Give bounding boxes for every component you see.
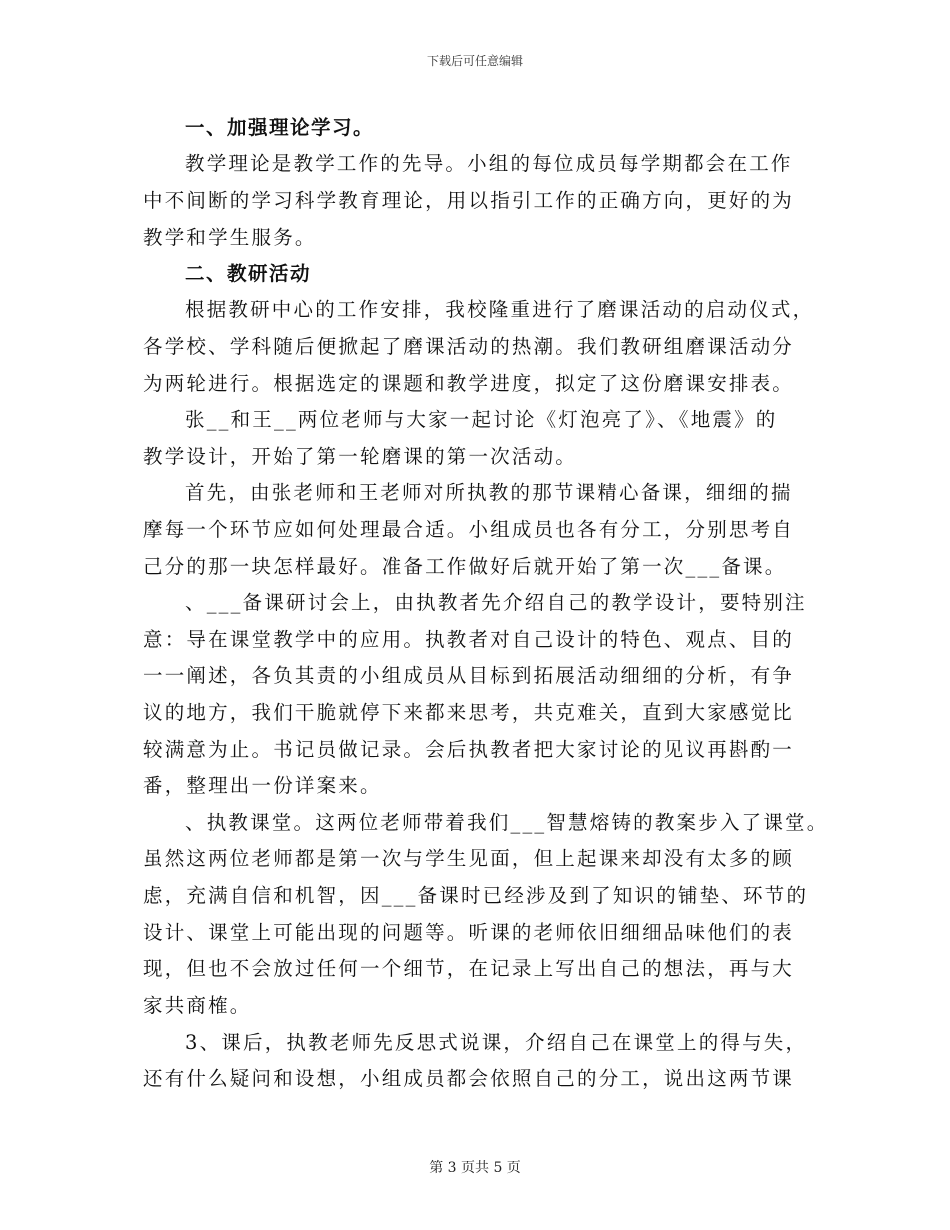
- paragraph-line: 番，整理出一份详案来。: [143, 774, 382, 797]
- paragraph-line: 各学校、学科随后便掀起了磨课活动的热潮。我们教研组磨课活动分: [143, 335, 795, 358]
- heading-research-activity: 二、教研活动: [185, 262, 312, 285]
- paragraph-line: 虑，充满自信和机智，因___备课时已经涉及到了知识的铺垫、环节的: [143, 884, 809, 907]
- paragraph-line: 为两轮进行。根据选定的课题和教学进度，拟定了这份磨课安排表。: [143, 372, 795, 395]
- paragraph-line: 教学设计，开始了第一轮磨课的第一次活动。: [143, 445, 578, 468]
- paragraph-line: 意：导在课堂教学中的应用。执教者对自己设计的特色、观点、目的: [143, 628, 795, 651]
- paragraph-line: 中不间断的学习科学教育理论，用以指引工作的正确方向，更好的为: [143, 189, 795, 212]
- paragraph-line: 教学理论是教学工作的先导。小组的每位成员每学期都会在工作: [185, 152, 793, 175]
- heading-theory-study: 一、加强理论学习。: [185, 116, 375, 139]
- paragraph-line: 己分的那一块怎样最好。准备工作做好后就开始了第一次___备课。: [143, 555, 787, 578]
- paragraph-line: 较满意为止。书记员做记录。会后执教者把大家讨论的见议再斟酌一: [143, 738, 795, 761]
- paragraph-line: 虽然这两位老师都是第一次与学生见面，但上起课来却没有太多的顾: [143, 847, 795, 870]
- paragraph-line: 设计、课堂上可能出现的问题等。听课的老师依旧细细品味他们的表: [143, 921, 795, 944]
- page-footer: 第 3 页共 5 页: [429, 1160, 521, 1176]
- paragraph-line: 张__和王__两位老师与大家一起讨论《灯泡亮了》、《地震》的: [185, 408, 778, 431]
- paragraph-line: 教学和学生服务。: [143, 226, 317, 249]
- paragraph-line: 还有什么疑问和设想，小组成员都会依照自己的分工，说出这两节课: [143, 1067, 795, 1090]
- paragraph-line: 3、课后，执教老师先反思式说课，介绍自己在课堂上的得与失，: [185, 1031, 808, 1054]
- paragraph-line: 现，但也不会放过任何一个细节，在记录上写出自己的想法，再与大: [143, 957, 795, 980]
- paragraph-line: 根据教研中心的工作安排，我校隆重进行了磨课活动的启动仪式，: [185, 298, 815, 321]
- paragraph-line: 议的地方，我们干脆就停下来都来思考，共克难关，直到大家感觉比: [143, 701, 795, 724]
- paragraph-line: 一一阐述，各负其责的小组成员从目标到拓展活动细细的分析，有争: [143, 664, 795, 687]
- paragraph-line: 、___备课研讨会上，由执教者先介绍自己的教学设计，要特别注: [185, 591, 807, 614]
- paragraph-line: 、执教课堂。这两位老师带着我们___智慧熔铸的教案步入了课堂。: [185, 811, 829, 834]
- paragraph-line: 家共商榷。: [143, 994, 252, 1017]
- page-header: 下载后可任意编辑: [426, 54, 523, 68]
- paragraph-line: 首先，由张老师和王老师对所执教的那节课精心备课，细细的揣: [185, 481, 793, 504]
- paragraph-line: 摩每一个环节应如何处理最合适。小组成员也各有分工，分别思考自: [143, 518, 795, 541]
